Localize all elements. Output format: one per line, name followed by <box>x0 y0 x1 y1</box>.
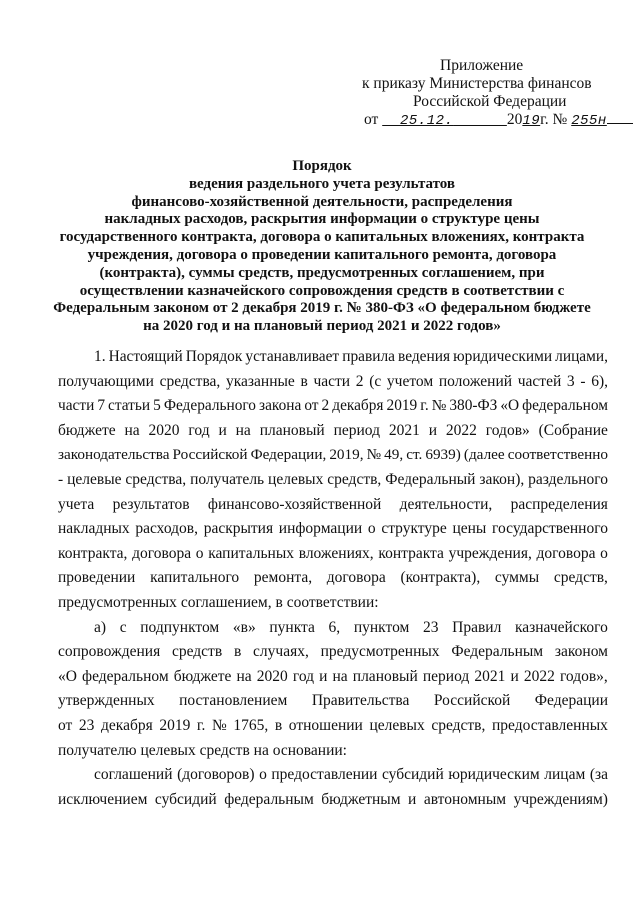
body-word: распределения <box>510 495 608 513</box>
body-line <box>58 763 608 788</box>
body-word: сопровождения <box>58 643 161 661</box>
body-word: соглашений <box>94 766 173 784</box>
body-word: год <box>188 421 210 439</box>
body-word: плановый <box>259 421 325 439</box>
document-title <box>40 158 604 336</box>
body-word: средств, <box>431 716 486 734</box>
body-word: 23 <box>78 716 95 734</box>
body-word: ремонта, <box>253 569 313 587</box>
body-word: от <box>304 397 319 415</box>
body-word: 2019 <box>386 397 418 415</box>
body-word: Федеральный <box>385 470 476 488</box>
body-line <box>58 591 608 616</box>
body-word: юридическими <box>453 348 553 365</box>
appendix-title: Приложение <box>440 57 524 74</box>
body-word: раскрытия <box>203 520 274 538</box>
body-word: о <box>600 544 608 562</box>
body-word: Правил <box>452 618 502 636</box>
body-word: о <box>259 766 267 784</box>
body-word: средств <box>171 643 223 661</box>
body-word: 6939) <box>425 446 461 464</box>
body-word: 7 <box>97 397 105 415</box>
body-word: годов» <box>485 421 530 439</box>
body-word: на <box>235 421 251 439</box>
body-word: и <box>319 667 328 685</box>
body-word: исключением <box>58 790 148 808</box>
body-word: 1. <box>94 348 106 365</box>
body-word: части <box>313 372 351 390</box>
body-line <box>58 566 608 591</box>
body-word: годов», <box>559 667 608 685</box>
body-word: государственного <box>492 520 608 538</box>
body-word: 1765, <box>233 716 269 734</box>
body-word: в <box>300 372 308 390</box>
appendix-ministry: Российской Федерации <box>413 93 567 110</box>
body-line <box>58 788 608 813</box>
body-word: ст. <box>406 446 423 464</box>
body-word: суммы <box>494 569 540 587</box>
body-word: Порядок <box>185 348 243 365</box>
body-word: пунктом <box>353 618 410 636</box>
title-line: государственного контракта, договора о капитальных вложениях, контракта <box>59 229 585 246</box>
body-word: плановый <box>352 667 418 685</box>
body-word: год <box>292 667 315 685</box>
body-word: утвержденных <box>58 692 155 710</box>
body-word: предусмотренных <box>320 643 440 661</box>
body-word: (далее <box>463 446 505 464</box>
number-underline <box>607 111 633 124</box>
body-word: 2022 <box>445 421 477 439</box>
body-word: период <box>422 667 470 685</box>
body-word: 3 <box>566 372 575 390</box>
body-word: соответственно <box>507 446 608 464</box>
body-word: накладных <box>58 520 130 538</box>
body-word: отношении <box>288 716 363 734</box>
body-word: постановлением <box>179 692 288 710</box>
body-word: средства, <box>159 372 221 390</box>
body-word: средства, <box>125 470 187 488</box>
body-word: и <box>510 667 519 685</box>
body-word: - <box>580 372 586 390</box>
body-word: законодательства <box>58 446 170 464</box>
body-word: юридическим <box>448 766 540 784</box>
body-line <box>58 542 608 567</box>
body-word: закона <box>259 397 302 415</box>
body-word: от <box>58 716 73 734</box>
body-word: на <box>124 421 140 439</box>
body-word: на <box>253 741 273 759</box>
body-word: (с <box>369 372 382 390</box>
body-line <box>58 443 608 468</box>
body-word: и <box>408 790 417 808</box>
body-word: целевых <box>369 716 425 734</box>
body-word: (контракта), <box>400 569 481 587</box>
body-word: бюджете <box>173 667 232 685</box>
body-word: № <box>366 446 382 464</box>
body-word: Российской <box>172 446 248 464</box>
handwritten-date <box>382 113 507 129</box>
body-word: в <box>275 593 287 611</box>
body-line <box>58 370 608 395</box>
body-line <box>58 345 608 370</box>
handwritten-number: 255н <box>571 113 607 129</box>
body-word: о <box>195 544 204 562</box>
body-word: Настоящий <box>108 348 183 365</box>
body-word: устанавливает <box>245 348 340 365</box>
body-word: 6, <box>328 618 341 636</box>
year-prefix: 20 <box>506 111 523 128</box>
number-label: г. № <box>540 111 568 128</box>
body-word: частей <box>517 372 562 390</box>
body-word: подпунктом <box>140 618 220 636</box>
body-word: капитальных <box>208 544 295 562</box>
body-word: финансово-хозяйственной <box>207 495 382 513</box>
handwritten-year: 19 <box>522 113 541 129</box>
body-word: предоставлении <box>271 766 378 784</box>
body-word: договора <box>536 544 596 562</box>
body-word: лицам <box>544 766 586 784</box>
body-word: о <box>367 520 376 538</box>
body-word: федеральном <box>82 667 169 685</box>
body-word: целевых <box>268 470 324 488</box>
body-line <box>58 468 608 493</box>
body-word: цены <box>452 520 487 538</box>
body-word: целевые <box>67 470 122 488</box>
body-word: а) <box>94 618 107 636</box>
body-word: (договоров) <box>177 766 255 784</box>
body-line <box>58 517 608 542</box>
body-word: и <box>428 421 438 439</box>
body-word: получатель <box>190 470 265 488</box>
body-word: 2021 <box>388 421 420 439</box>
body-word: период <box>333 421 380 439</box>
body-word: контракта <box>378 544 444 562</box>
body-line <box>58 493 608 518</box>
body-line <box>58 665 608 690</box>
body-word: законом <box>554 643 608 661</box>
body-word: «О <box>500 397 520 415</box>
body-word: проведении <box>58 569 136 587</box>
body-word: предоставленных <box>491 716 608 734</box>
body-word: указанные <box>225 372 295 390</box>
body-word: № <box>431 397 447 415</box>
title-line: на 2020 год и на плановый период 2021 и 2022 годов» <box>143 318 501 335</box>
body-word: контракта, <box>58 544 128 562</box>
body-word: части <box>58 397 95 415</box>
body-line <box>58 689 608 714</box>
body-word: 2 <box>321 397 330 415</box>
body-word: раздельного <box>528 470 608 488</box>
title-line: накладных расходов, раскрытия информации о структуре цены <box>104 211 540 228</box>
body-word: с <box>119 618 127 636</box>
body-word: 23 <box>422 618 439 636</box>
body-line <box>58 714 608 739</box>
body-word: учета <box>58 495 95 513</box>
body-word: предусмотренных <box>58 593 181 611</box>
body-line <box>58 640 608 665</box>
body-word: основании: <box>272 741 347 759</box>
body-line <box>58 616 608 641</box>
body-word: бюджете <box>58 421 116 439</box>
body-word: федеральным <box>224 790 314 808</box>
body-word: бюджетным <box>321 790 401 808</box>
body-word: в <box>233 643 242 661</box>
body-word: 2019, <box>329 446 364 464</box>
body-word: закон), <box>479 470 525 488</box>
date-day-month: 25.12. <box>400 113 454 129</box>
body-word: - <box>58 470 64 488</box>
body-word: 2020 <box>256 667 288 685</box>
body-word: лицами, <box>555 348 608 365</box>
body-word: на <box>236 667 252 685</box>
body-word: на <box>332 667 348 685</box>
body-word: положений <box>438 372 513 390</box>
body-word: информации <box>278 520 363 538</box>
body-word: Федерации <box>534 692 608 710</box>
body-word: Федерации, <box>250 446 327 464</box>
body-word: средств, <box>553 569 608 587</box>
title-line: Порядок <box>292 158 352 174</box>
body-word: декабря <box>101 716 153 734</box>
body-word: субсидий <box>382 766 444 784</box>
body-word: федеральном <box>522 397 608 415</box>
body-word: вложениях, <box>298 544 374 562</box>
body-word: и <box>218 421 227 439</box>
body-word: соглашением, <box>180 593 276 611</box>
body-word: 380-ФЗ <box>449 397 498 415</box>
body-word: средств <box>199 741 254 759</box>
body-line <box>58 394 608 419</box>
body-word: результатов <box>112 495 190 513</box>
body-word: 2022 <box>523 667 555 685</box>
body-word: Правительства <box>311 692 410 710</box>
body-word: Федерального <box>163 397 256 415</box>
appendix-date-number <box>350 111 607 130</box>
body-word: казначейского <box>514 618 608 636</box>
body-word: 6), <box>591 372 608 390</box>
body-word: в <box>274 716 283 734</box>
body-line <box>58 739 608 764</box>
body-word: структуре <box>381 520 447 538</box>
body-word: Федеральным <box>451 643 544 661</box>
body-word: случаях, <box>253 643 309 661</box>
body-word: (за <box>589 766 608 784</box>
body-word: учетом <box>386 372 434 390</box>
body-word: капитального <box>150 569 240 587</box>
document-body <box>58 345 608 812</box>
body-word: целевых <box>140 741 200 759</box>
body-word: расходов, <box>135 520 198 538</box>
body-word: 2021 <box>474 667 506 685</box>
body-word: договора <box>132 544 192 562</box>
title-line: учреждения, договора о проведении капитального ремонта, договора <box>87 246 557 263</box>
body-word: г. <box>196 716 206 734</box>
body-word: декабря <box>332 397 384 415</box>
body-word: средств, <box>327 470 382 488</box>
body-word: ведения <box>398 348 451 365</box>
date-prefix: от <box>364 111 379 128</box>
title-line: осуществлении казначейского сопровождения средств в соответствии с <box>79 282 565 299</box>
title-line: (контракта), суммы средств, предусмотренных соглашением, при <box>99 264 545 281</box>
title-line: Федеральным законом от 2 декабря 2019 г. № 380-ФЗ «О федеральном бюджете <box>53 300 591 317</box>
body-word: учреждения, <box>448 544 532 562</box>
appendix-order-ref: к приказу Министерства финансов <box>362 75 592 92</box>
body-word: получателю <box>58 741 141 759</box>
title-line: ведения раздельного учета результатов <box>188 175 456 192</box>
body-word: № <box>212 716 227 734</box>
body-word: 49, <box>384 446 404 464</box>
body-word: деятельности, <box>399 495 493 513</box>
body-word: (Собрание <box>538 421 608 439</box>
body-word: 2 <box>355 372 364 390</box>
body-word: соответствии: <box>286 593 379 611</box>
body-word: 2019 <box>159 716 191 734</box>
body-word: получающими <box>58 372 154 390</box>
body-word: договора <box>326 569 386 587</box>
title-line: финансово-хозяйственной деятельности, распределения <box>131 193 513 210</box>
body-word: «О <box>58 667 77 685</box>
body-word: «в» <box>232 618 256 636</box>
body-word: статьи <box>108 397 151 415</box>
body-word: субсидий <box>154 790 217 808</box>
body-word: автономным <box>423 790 507 808</box>
body-word: 2020 <box>148 421 180 439</box>
appendix-header <box>350 57 607 130</box>
body-word: г. <box>420 397 429 415</box>
body-word: пункта <box>269 618 315 636</box>
body-word: учреждениям) <box>513 790 608 808</box>
body-line <box>58 419 608 444</box>
body-word: Российской <box>433 692 511 710</box>
body-word: 5 <box>153 397 161 415</box>
body-word: правила <box>342 348 395 365</box>
